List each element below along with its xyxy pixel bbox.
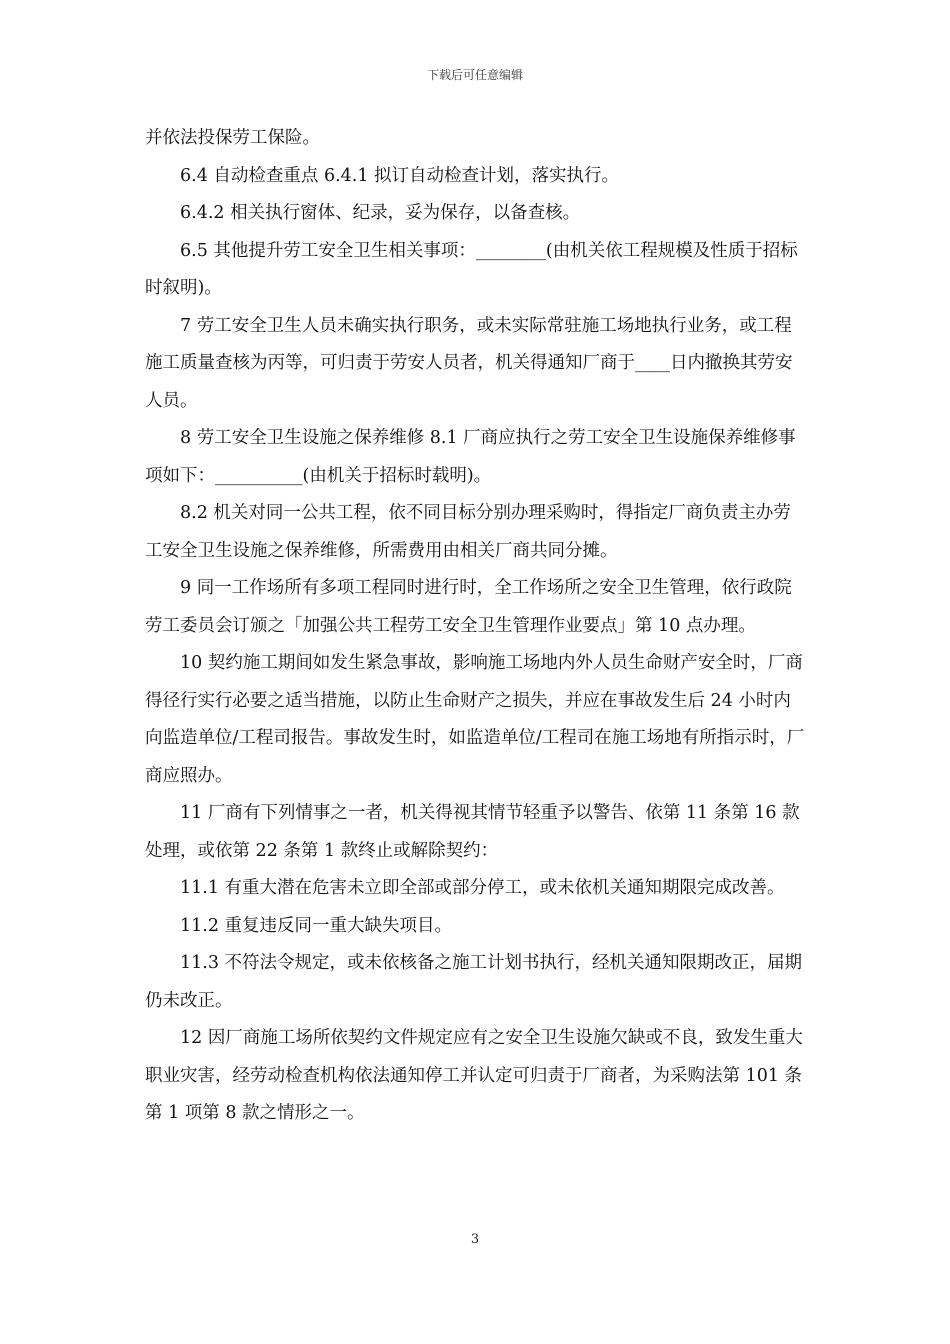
- paragraph: 并依法投保劳工保险。: [145, 128, 320, 148]
- paragraph: 11 厂商有下列情事之一者，机关得视其情节轻重予以警告、依第 11 条第 16 款处理，或依第 22 条第 1 款终止或解除契约：: [145, 803, 800, 861]
- paragraph: 11.1 有重大潜在危害未立即全部或部分停工，或未依机关通知期限完成改善。: [180, 878, 785, 898]
- page-header: 下载后可任意编辑: [426, 68, 523, 82]
- paragraph: 12 因厂商施工场所依契约文件规定应有之安全卫生设施欠缺或不良，致发生重大职业灾害，经劳动检查机构依法通知停工并认定可归责于厂商者，为采购法第 101 条第 1 项第 8 款之情形之一。: [145, 1028, 803, 1123]
- paragraph: 6.5 其他提升劳工安全卫生相关事项：________(由机关依工程规模及性质于招标时叙明)。: [145, 240, 798, 298]
- paragraph: 7 劳工安全卫生人员未确实执行职务，或未实际常驻施工场地执行业务，或工程施工质量查核为丙等，可归责于劳安人员者，机关得通知厂商于____日内撤换其劳安人员。: [145, 315, 793, 411]
- page-number: 3: [470, 1232, 480, 1247]
- document-body: [145, 120, 807, 1133]
- paragraph: 6.4 自动检查重点 6.4.1 拟订自动检查计划，落实执行。: [180, 165, 620, 186]
- paragraph: 8 劳工安全卫生设施之保养维修 8.1 厂商应执行之劳工安全卫生设施保养维修事项如下：__________(由机关于招标时载明)。: [145, 428, 796, 486]
- paragraph: 11.3 不符法令规定，或未依核备之施工计划书执行，经机关通知限期改正，届期仍未改正。: [145, 953, 803, 1011]
- paragraph: 9 同一工作场所有多项工程同时进行时，全工作场所之安全卫生管理，依行政院劳工委员会订颁之「加强公共工程劳工安全卫生管理作业要点」第 10 点办理。: [145, 578, 792, 636]
- paragraph: 10 契约施工期间如发生紧急事故，影响施工场地内外人员生命财产安全时，厂商得径行实行必要之适当措施，以防止生命财产之损失，并应在事故发生后 24 小时内向监造单位/工程司报告。事故发生时，如监造单位/工程司在施工场地有所指示时，厂商应照办。: [145, 653, 805, 786]
- paragraph: 8.2 机关对同一公共工程，依不同目标分别办理采购时，得指定厂商负责主办劳工安全卫生设施之保养维修，所需费用由相关厂商共同分摊。: [145, 503, 791, 561]
- paragraph: 11.2 重复违反同一重大缺失项目。: [180, 915, 453, 936]
- paragraph: 6.4.2 相关执行窗体、纪录，妥为保存，以备查核。: [180, 203, 581, 223]
